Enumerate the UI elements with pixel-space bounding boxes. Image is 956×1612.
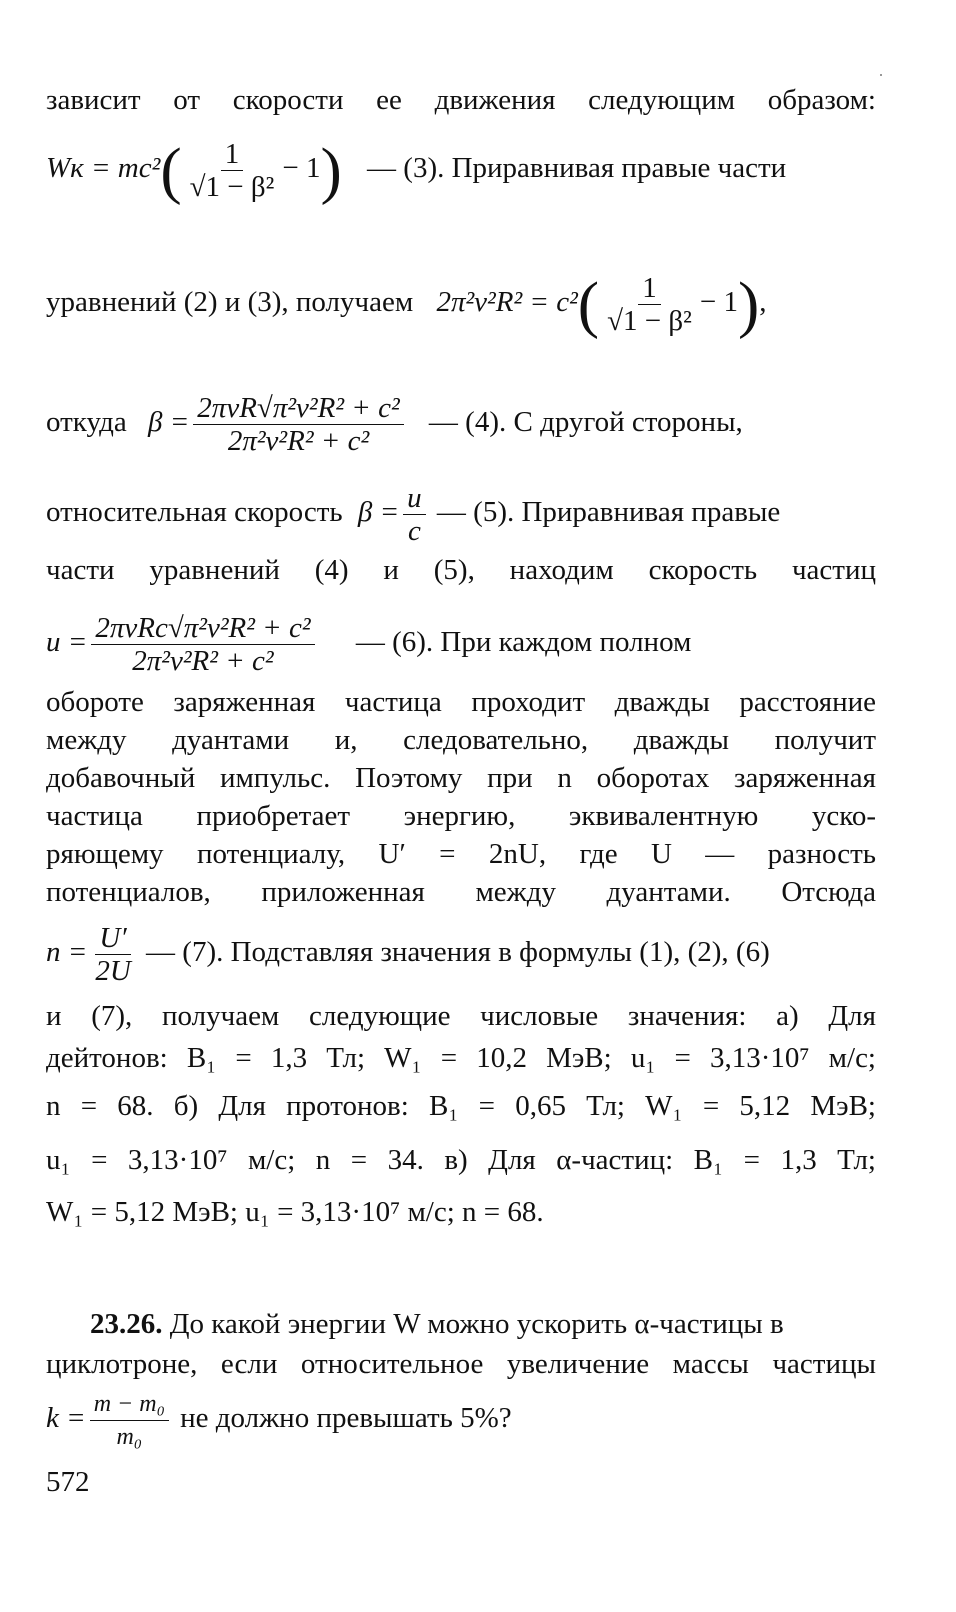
formula-rest: − 1 (282, 152, 321, 185)
text-tail: — (3). Приравнивая правые части (367, 152, 787, 185)
fraction (193, 392, 403, 457)
text-line: части уравнений (4) и (5), находим скорость частиц (46, 554, 876, 586)
fraction-denominator: 2π²ν²R² + c² (227, 425, 370, 457)
fraction-denominator: 2U (95, 955, 131, 987)
fraction-denominator: √1 − β² (189, 171, 275, 203)
fraction-denominator: 2π²ν²R² + c² (132, 645, 274, 677)
formula-lhs: u = (46, 626, 88, 659)
paren-open: ( (577, 268, 600, 340)
text-line: обороте заряженная частица проходит дважды расстояние (46, 686, 876, 718)
formula-lhs: Wк = mc² (46, 152, 161, 185)
fraction (603, 272, 696, 337)
formula-lhs: β = (357, 496, 400, 529)
formula-lhs: 2π²ν²R² = c² (436, 286, 578, 319)
problem-number: 23.26. (90, 1308, 163, 1340)
formula-line-3 (46, 134, 876, 206)
text-head: относительная скорость (46, 496, 343, 529)
text-line: добавочный импульс. Поэтому при n оборотах заряженная (46, 762, 876, 794)
fraction-denominator: c (407, 515, 421, 547)
text-line: циклотроне, если относительное увеличение массы частицы (46, 1348, 876, 1380)
formula-line-k (46, 1388, 876, 1453)
text-line: между дуантами и, следовательно, дважды получит (46, 724, 876, 756)
text-head: уравнений (2) и (3), получаем (46, 286, 414, 319)
problem-text: До какой энергии W можно ускорить α-частицы в (169, 1308, 784, 1340)
formula-line-5 (46, 482, 876, 547)
fraction (91, 612, 314, 677)
fraction (403, 482, 426, 547)
text-tail: — (5). Приравнивая правые (436, 496, 781, 529)
fraction-numerator: 2πνRc√π²ν²R² + c² (91, 612, 314, 645)
fraction (90, 1388, 169, 1453)
formula-line-7 (46, 922, 876, 987)
formula-line-6 (46, 612, 876, 677)
formula-lhs: k = (46, 1402, 86, 1435)
fraction-numerator: m − m₀ (90, 1388, 169, 1421)
paren-open: ( (160, 134, 182, 206)
text-line: W₁ = 5,12 МэВ; u₁ = 3,13·10⁷ м/с; n = 68. (46, 1196, 544, 1228)
text-tail: — (6). При каждом полном (355, 626, 692, 659)
fraction-denominator: m₀ (116, 1424, 143, 1450)
text-line: потенциалов, приложенная между дуантами. Отсюда (46, 876, 876, 908)
paren-close: ) (320, 134, 342, 206)
fraction-denominator: √1 − β² (607, 305, 692, 337)
fraction (186, 138, 279, 203)
fraction-numerator: 2πνR√π²ν²R² + c² (193, 392, 403, 425)
problem-line (90, 1306, 876, 1342)
fraction-numerator: 1 (221, 138, 244, 171)
text-line: зависит от скорости ее движения следующим образом: (46, 84, 876, 116)
page-number: 572 (46, 1466, 90, 1498)
paren-close: ) (737, 268, 760, 340)
fraction-numerator: 1 (638, 272, 661, 305)
formula-lhs: n = (46, 936, 88, 969)
formula-line-4 (46, 392, 876, 457)
text-line: и (7), получаем следующие числовые значения: а) Для (46, 1000, 876, 1032)
text-line: n = 68. б) Для протонов: B₁ = 0,65 Тл; W₁ = 5,12 МэВ; (46, 1090, 876, 1122)
fraction-numerator: u (403, 482, 426, 515)
text-line: u₁ = 3,13·10⁷ м/с; n = 34. в) Для α-частиц: B₁ = 1,3 Тл; (46, 1144, 876, 1176)
text-line: частица приобретает энергию, эквивалентную уско- (46, 800, 876, 832)
fraction-numerator: U′ (95, 922, 130, 955)
text-head: откуда (46, 406, 127, 439)
text-tail: — (7). Подставляя значения в формулы (1), (2), (6) (146, 936, 770, 969)
formula-line-eq: уравнений (2) и (3), получаем 2π²ν²R² = c²( $\frac{1}{\text{√1 − β²}}$ − 1), (46, 268, 767, 340)
text-line: дейтонов: B₁ = 1,3 Тл; W₁ = 10,2 МэВ; u₁ = 3,13·10⁷ м/с; (46, 1042, 876, 1074)
text-tail: не должно превышать 5%? (180, 1402, 512, 1435)
text-tail: — (4). С другой стороны, (428, 406, 743, 439)
text-line: ряющему потенциалу, U′ = 2nU, где U — разность (46, 838, 876, 870)
scan-speck (880, 74, 882, 76)
formula-lhs: β = (148, 406, 190, 439)
fraction (91, 922, 134, 987)
formula-rest: − 1 (699, 286, 738, 319)
